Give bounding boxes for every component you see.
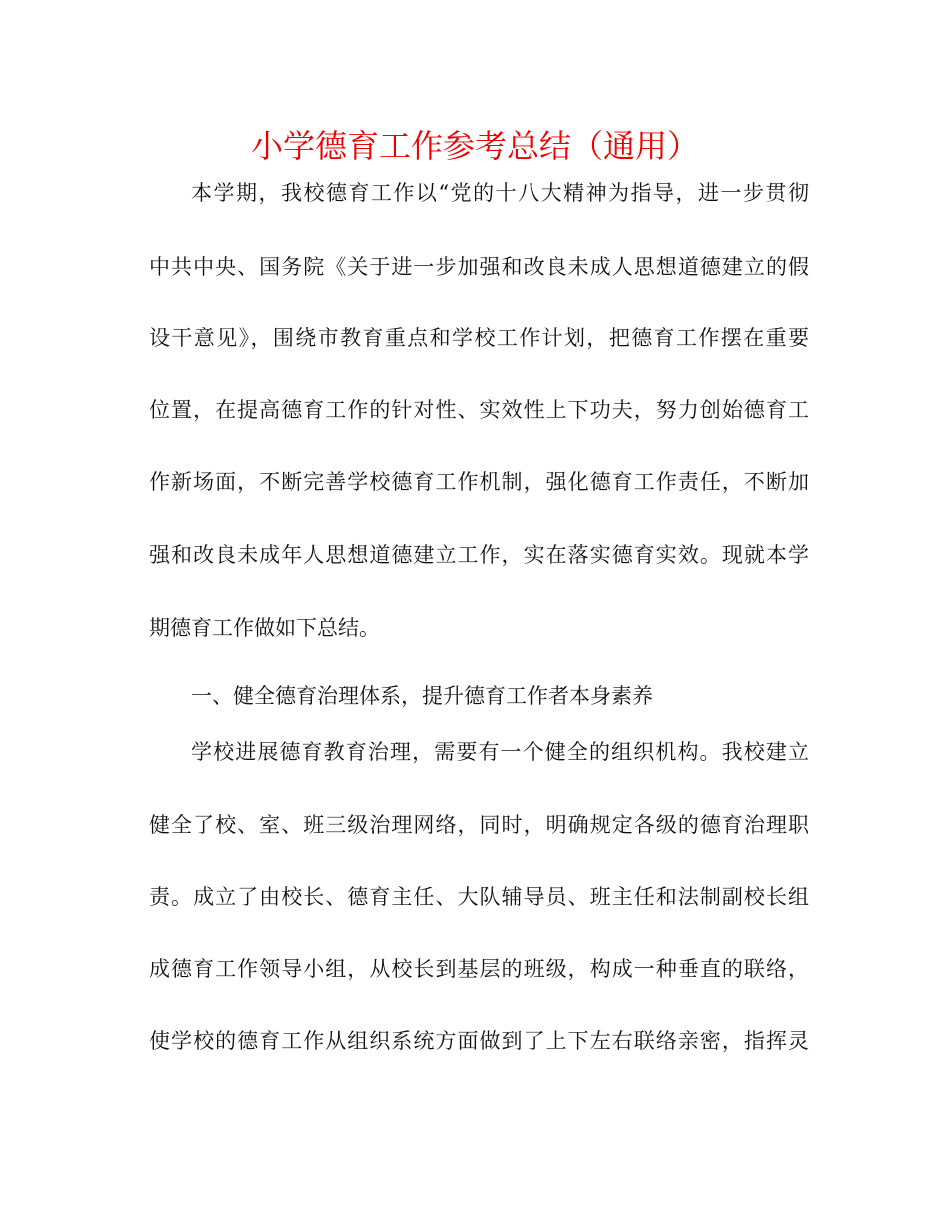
paragraph-line: 责。成立了由校长、德育主任、大队辅导员、班主任和法制副校长组 — [149, 885, 809, 909]
paragraph-line: 期德育工作做如下总结。 — [149, 616, 380, 640]
document-title: 小学德育工作参考总结（通用） — [250, 127, 699, 165]
paragraph-line: 健全了校、室、班三级治理网络，同时，明确规定各级的德育治理职 — [149, 813, 809, 837]
paragraph-line: 作新场面，不断完善学校德育工作机制，强化德育工作责任，不断加 — [149, 470, 809, 494]
paragraph-line: 强和改良未成年人思想道德建立工作，实在落实德育实效。现就本学 — [149, 543, 809, 567]
paragraph-line: 本学期，我校德育工作以“党的十八大精神为指导，进一步贯彻 — [191, 181, 809, 205]
paragraph-line: 设干意见》，围绕市教育重点和学校工作计划，把德育工作摆在重要 — [149, 326, 809, 350]
paragraph-line: 成德育工作领导小组，从校长到基层的班级，构成一种垂直的联络， — [149, 957, 809, 981]
section-heading: 一、健全德育治理体系，提升德育工作者本身素养 — [191, 684, 653, 708]
paragraph-line: 学校进展德育教育治理，需要有一个健全的组织机构。我校建立 — [191, 740, 809, 764]
paragraph-line: 使学校的德育工作从组织系统方面做到了上下左右联络亲密，指挥灵 — [149, 1029, 809, 1053]
paragraph-line: 位置，在提高德育工作的针对性、实效性上下功夫，努力创始德育工 — [149, 398, 809, 422]
paragraph-line: 中共中央、国务院《关于进一步加强和改良未成人思想道德建立的假 — [149, 255, 809, 279]
